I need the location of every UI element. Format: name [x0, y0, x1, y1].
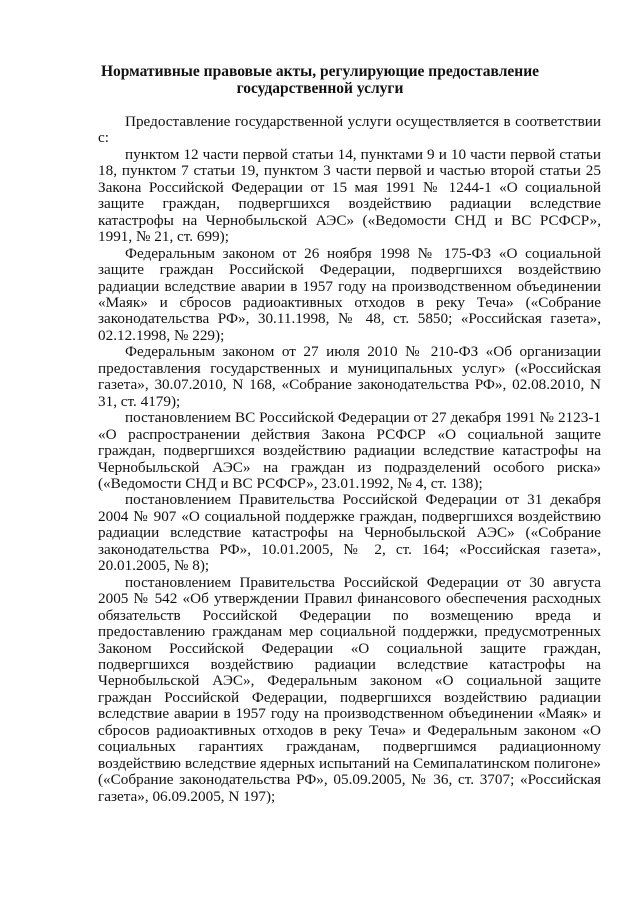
legal-act-paragraph: постановлением Правительства Российской Федерации от 30 августа 2005 № 542 «Об утверждении Правил финансового обеспечения расходных обязательств Российской Федерации по возмещению вреда и предоставлению гражданам мер социальной поддержки, предусмотренных Законом Российской Федерации «О социальной защите граждан, подвергшихся воздействию радиации вследствие катастрофы на Чернобыльской АЭС», Федеральным законом «О социальной защите граждан Российской Федерации, подвергшихся воздействию радиации вследствие аварии в 1957 году на производственном объединении «Маяк» и сбросов радиоактивных отходов в реку Теча» и Федеральным законом «О социальных гарантиях гражданам, подвергшимся радиационному воздействию вследствие ядерных испытаний на Семипалатинском полигоне» («Собрание законодательства РФ», 05.09.2005, № 36, ст. 3707; «Российская газета», 06.09.2005, N 197); — [98, 573, 601, 805]
document-title: Нормативные правовые акты, регулирующие предоставление государственной услуги — [100, 63, 540, 97]
legal-act-paragraph: постановлением Правительства Российской Федерации от 31 декабря 2004 № 907 «О социальной поддержке граждан, подвергшихся воздействию радиации вследствие катастрофы на Чернобыльской АЭС» («Собрание законодательства РФ», 10.01.2005, № 2, ст. 164; «Российская газета», 20.01.2005, № 8); — [98, 491, 601, 575]
intro-paragraph: Предоставление государственной услуги осуществляется в соответствии с: — [98, 113, 601, 147]
legal-act-paragraph: постановлением ВС Российской Федерации от 27 декабря 1991 № 2123-1 «О распространении действия Закона РСФСР «О социальной защите граждан, подвергшихся воздействию радиации вследствие катастрофы на Чернобыльской АЭС» на граждан из подразделений особого риска» («Ведомости СНД и ВС РСФСР», 23.01.1992, № 4, ст. 138); — [98, 409, 601, 492]
legal-act-paragraph: Федеральным законом от 26 ноября 1998 № 175-ФЗ «О социальной защите граждан Российской Федерации, подвергшихся воздействию радиации вследствие аварии в 1957 году на производственном объединении «Маяк» и сбросов радиоактивных отходов в реку Теча» («Собрание законодательства РФ», 30.11.1998, № 48, ст. 5850; «Российская газета», 02.12.1998, № 229); — [98, 244, 601, 344]
document-body — [98, 114, 601, 805]
legal-act-paragraph: пунктом 12 части первой статьи 14, пунктами 9 и 10 части первой статьи 18, пунктом 7 статьи 19, пунктом 3 части первой и частью второй статьи 25 Закона Российской Федерации от 15 мая 1991 № 1244-1 «О социальной защите граждан, подвергшихся воздействию радиации вследствие катастрофы на Чернобыльской АЭС» («Ведомости СНД и ВС РСФСР», 1991, № 21, ст. 699); — [98, 145, 601, 246]
legal-act-paragraph: Федеральным законом от 27 июля 2010 № 210-ФЗ «Об организации предоставления государственных и муниципальных услуг» («Российская газета», 30.07.2010, N 168, «Собрание законодательства РФ», 02.08.2010, N 31, ст. 4179); — [98, 343, 601, 410]
